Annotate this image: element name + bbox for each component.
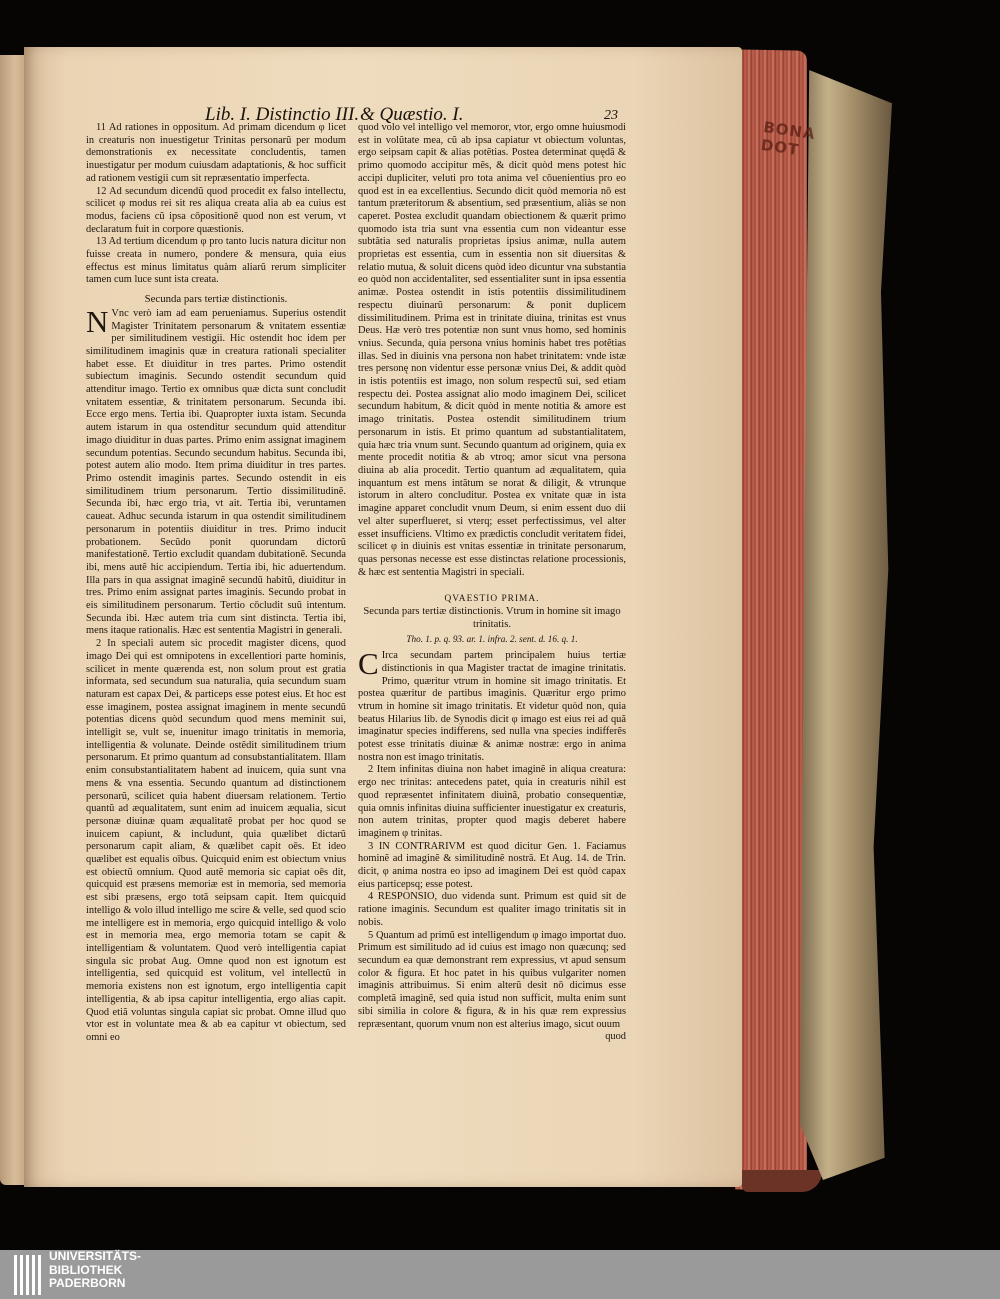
paragraph: 12 Ad secundum dicendũ quod procedit ex falso intellectu, scilicet φ modus rei sit res aliqua creata alia ab ea cuius est modus, faciens cũ ipsa cōpositionẽ quod non est verum, vt declaratum fuit in corpore quæstionis. [86,185,346,235]
library-logo-text [49,1250,141,1291]
library-logo-icon [12,1253,42,1297]
section-title: Secunda pars tertiæ distinctionis. [144,293,288,306]
facing-page-edge [0,55,24,1185]
binding-spine-label: BONA DOT [759,117,817,159]
logo-line: BIBLIOTHEK [49,1262,123,1277]
catchword: quod [605,1031,626,1043]
question-reference: Tho. 1. p. q. 93. ar. 1. infra. 2. sent. d. 16. q. 1. [406,634,578,645]
paragraph: 5 Quantum ad primũ est intelligendum φ imago importat duo. Primum est similitudo ad id cuius est imago non quæcunq; sed secundum ea quæ demonstrant rem expressius, vt apud sensum color & figura. Et hoc patet in his quibus vulgariter nomen imaginis attribuimus. Si enim alterũ desit nō dicimus esse completã imaginẽ, sed quia istud non sufficit, multa enim sunt sibi similia in colore & figura, & in his quæ rem expressius repræsentant, quorum vnum non est alterius imago, sicut ouum [358,929,626,1030]
paragraph: 13 Ad tertium dicendum φ pro tanto lucis natura dicitur non fuisse creata in numero, pondere & mensura, quia eius effectus est minus limitatus quàm aliarũ rerum simpliciter tamen cum luce sunt ista creata. [86,236,346,286]
question-subtitle: Secunda pars tertiæ distinctionis. Vtrum in homine sit imago trinitatis. [363,606,621,630]
vellum-binding [800,70,892,1180]
dropcap-paragraph [86,303,346,638]
paragraph: 2 In speciali autem sic procedit magister dicens, quod imago Dei qui est omnipotens in excellentiori parte hominis, scilicet in mente quærenda est, non solum prout est gratia informata, sed secundum sua naturalia, quia secundum suam naturam est capax Dei, & particeps esse potest eius. Et hoc est esse imaginem, postea assignat imaginem in mente secundũ potentias dicens quòd secundum quod mens meminit sui, intelligit se, vult se, inuenitur imago trinitatis in memoria, intelligentia & volunate. Deinde ostẽdit similitudinem trium personarum. Et primo quantum ad consubstantialitatem. Illam enim consubstantialitatem habent ad inuicem, quia sunt vna mens & vna essentia. Secundo quantum ad distinctionem personarũ, scilicet quia habent diuersam relationem. Tertio quantũ ad æqualitatem, sunt enim ad inuicem æqualia, sicut personæ diuinæ quam æqualitatẽ probat per hoc quod se inuicem capiunt, & includunt, quia quælibet dictarũ personarum capit aliam, & quælibet capit oēs. Et ideo quælibet est equalis oībus. Quicquid enim est obiectum vnius est obiectũ omnium. Quod autẽ memoria sic capiat oēs dit, quicquid est præsens memoriæ est in memoria, sed memoria est sibi præsens, ergo totã seipsam capit. Item quicquid intelligo & volo illud intelligo me scire & velle, sed quod scio me intelligere est in memoria, ergo quicquid intelligo & volo est in memoria mea, ergo memoria totam se capit & intelligentiam & voluntatem. Quod verò intelligentia capiat singula sic probat Aug. Omne quod non est ignotum est intelligentia, sed quicquid est volitum, vel intellectũ in memoria existens non est ignotum, ergo intelligentia capit intelligentia, & ab ipsa capitur intelligentia, ergo alias capit. Quod etiã voluntas singula capiat sic probat. Omne illud quo vtor est in voluntate mea & ab ea capitur vt obiectum, sed omni eo [86,638,346,1043]
dropcap-paragraph-text: Vnc verò iam ad eam perueniamus. Superius ostendit Magister Trinitatem personarum & vnitatem essentiæ per similitudinem vestigii. Hic ostendit hoc idem per similitudinem imaginis quæ in creatura rationali specialiter habet esse. Et diuiditur in tres partes. Primo ostendit subiectum imaginis. Secundo ostendit secundum quid attenditur imago. Tertio ex omnibus quæ dicta sunt concludit vnitatem essentiæ, & trinitatem personarum. Secunda ibi. Ecce ergo mens. Tertia ibi. Quapropter iuxta istam. Secunda autem istarum in qua ostenditur secundum quid attenditur imago diuiditur in duas partes. Primo enim assignat imaginem secundum potentias. Secundo secundum habitus. Secunda ibi, potest autem alio modo. Item prima diuiditur in tres partes. Primo ostendit imaginis partes. Secundo ostendit in eis similitudinem trium personarum. Tertio dissimilitudinẽ. Secunda ibi, hæc ergo tria, vt ait. Tertia ibi, veruntamen caueat. Adhuc secunda istarum in qua ostendit similitudinem personarum in potentiis diuiditur in tres. Primo inducit probationem. Secũdo ponit quorundam dictorũ manifestationẽ. Tertio excludit quandam dubitationẽ. Secunda ibi, mens autẽ hic accipiendum. Tertia ibi, hic aduertendum. Illa pars in qua assignat imaginẽ secundũ habitũ, diuiditur in tres. Primo enim assignat partes imaginis. Secundo probat in eis similitudinem personarum. Tertio cōcludit suũ intentum. Secunda ibi. Hæc autem tria cum sint distincta. Tertia ibi, mens itaque rationalis. Hæc est sententia Magistri in generali. [86,307,346,637]
left-text-column [86,122,346,1172]
red-page-edge [735,49,807,1190]
dropcap-paragraph-text: Irca secundam partem principalem huius tertiæ distinctionis in qua Magister tractat de imagine trinitatis. Primo, quæritur vtrum in homine sit imago trinitatis. Et postea quæritur de partibus imaginis. Quæritur ergo primo vtrum in homine sit imago trinitatis. Et videtur quòd non, quia beatus Hilarius lib. de Synodis dicit φ imago est eius rei ad quã imaginatur species indifferens, sed nulla vna species indifferẽs potest esse trinitatis diuinæ & animæ nostræ: ergo in anima nostra non est imago trinitatis. [358,650,626,763]
library-footer [0,1250,1000,1299]
paragraph: 11 Ad rationes in oppositum. Ad primam dicendum φ licet in creaturis non inuestigetur Trinitas personarũ per modum demonstrationis ex necessitate concludentis, tamen inuestigatur per modum cuiusdam adaptationis, & hoc sufficit ad rationem vestigii cum sit repræsentatio imperfecta. [86,122,346,184]
logo-line: PADERBORN [49,1276,126,1290]
paragraph: 4 RESPONSIO, duo videnda sunt. Primum est quid sit de ratione imaginis. Secundum est qualiter imago trinitatis sit in nobis. [358,891,626,928]
header-left: Lib. I. Distinctio III. [205,104,360,125]
page-edge-bottom [742,1170,822,1192]
paragraph: 3 IN CONTRARIVM est quod dicitur Gen. 1. Faciamus hominẽ ad imaginẽ & similitudinẽ nostrã. Et Aug. 14. de Trin. dicit, φ anima nostra eo ipso ad imaginem Dei est quòd capax eius particepsq; esse potest. [358,840,626,890]
paragraph: quod volo vel intelligo vel memoror, vtor, ergo omne huiusmodi est in volũtate mea, cũ ab ipsa capiatur vt obiectum voluntas, ergo seipsam capit & alias potẽtias. Postea determinat quędã & primo quomodo accipitur mẽs, & dicit quòd mens potest hic accipi dupliciter, veluti pro tota anima vel cōuenientius pro eo quod est in ea excellentius. Secundo dicit quòd memoria nō est tantum præteritorum & absentium, sed præsentium, aliàs se non caperet. Postea excludit quandam obiectionem & quærit primo quomodo ista tria sunt vna essentia cum non videantur esse subtãtia sed naturalis proprietas ipsius animæ, nulla autem proprietas est essentia, cum in essentia non sit diuersitas & relatio mutua, & soluit dicens quòd ideo dicuntur vna substantia eo quòd non accidentaliter, sed essentialiter sunt in ipsa essentia animæ. Postea ostendit in istis potentiis dissimilitudinem respectu diuinarũ personarum: & ponit duplicem dissimilitudinem. Prima est in trinitate diuina, trinitas est vnus Deus. Hæ verò tres potentiæ non sunt vnus homo, sed hominis vnius. Secunda, quia persona vnius hominis habet tres potẽtias illas. Sed in diuinis vna persona non habet trinitatem: vnde istæ tres personę non videntur esse personæ vnius Dei, & addit quòd in istis potentiis est imago, non solum respectũ sui, sed etiam respectu dei. Postea assignat alio modo imaginem Dei, scilicet secundum habitum, & dicit quòd in mente notitia & amore est imago trinitatis. Postea ostendit similitudinem trium personarum in istis. Et primo quantum ad substantialitatem, quia hæc tria vnum sunt. Secundo quantum ad originem, quia ex mente procedit notitia & ab vtroq; amor sicut vna persona diuina ab alia procedit. Tertio quantum ad æqualitatem, quia inquantum est mens intãtum se norat & diligit, & vtrunque istorum in altero concluditur. Postea ex vnitate quæ in ista imagine apparet concludit vnum Deum, si enim essent duo dii vel alter superflueret, si vterq; esset perfectissimus, vel alter esset insufficiens. Vltimo ex prædictis concludit veritatem fidei, scilicet φ in diuinis est vnitas essentiæ in trinitate personarum, quas personas necesse est esse distinctas relatione processionis, & hæc est sententia Magistri in speciali. [358,122,626,578]
paragraph: 2 Item infinitas diuina non habet imaginẽ in aliqua creatura: ergo nec trinitas: antecedens patet, quia in creaturis nihil est quod repræsentet infinitatem diuinã, probatio consequentiæ, quia omnis infinitas diuina sufficienter inuestigatur ex creaturis, non autem trinitas, propter quod magis deberet habere imaginem φ trinitas. [358,764,626,839]
drop-cap: N [86,303,109,339]
drop-cap: C [358,646,379,682]
page-number: 23 [604,108,618,123]
dropcap-paragraph [358,646,626,764]
question-title: QVAESTIO PRIMA. [444,594,540,605]
right-text-column [358,122,626,1172]
logo-line: UNIVERSITÄTS- [49,1249,142,1263]
header-right: & Quæstio. I. [360,104,464,125]
